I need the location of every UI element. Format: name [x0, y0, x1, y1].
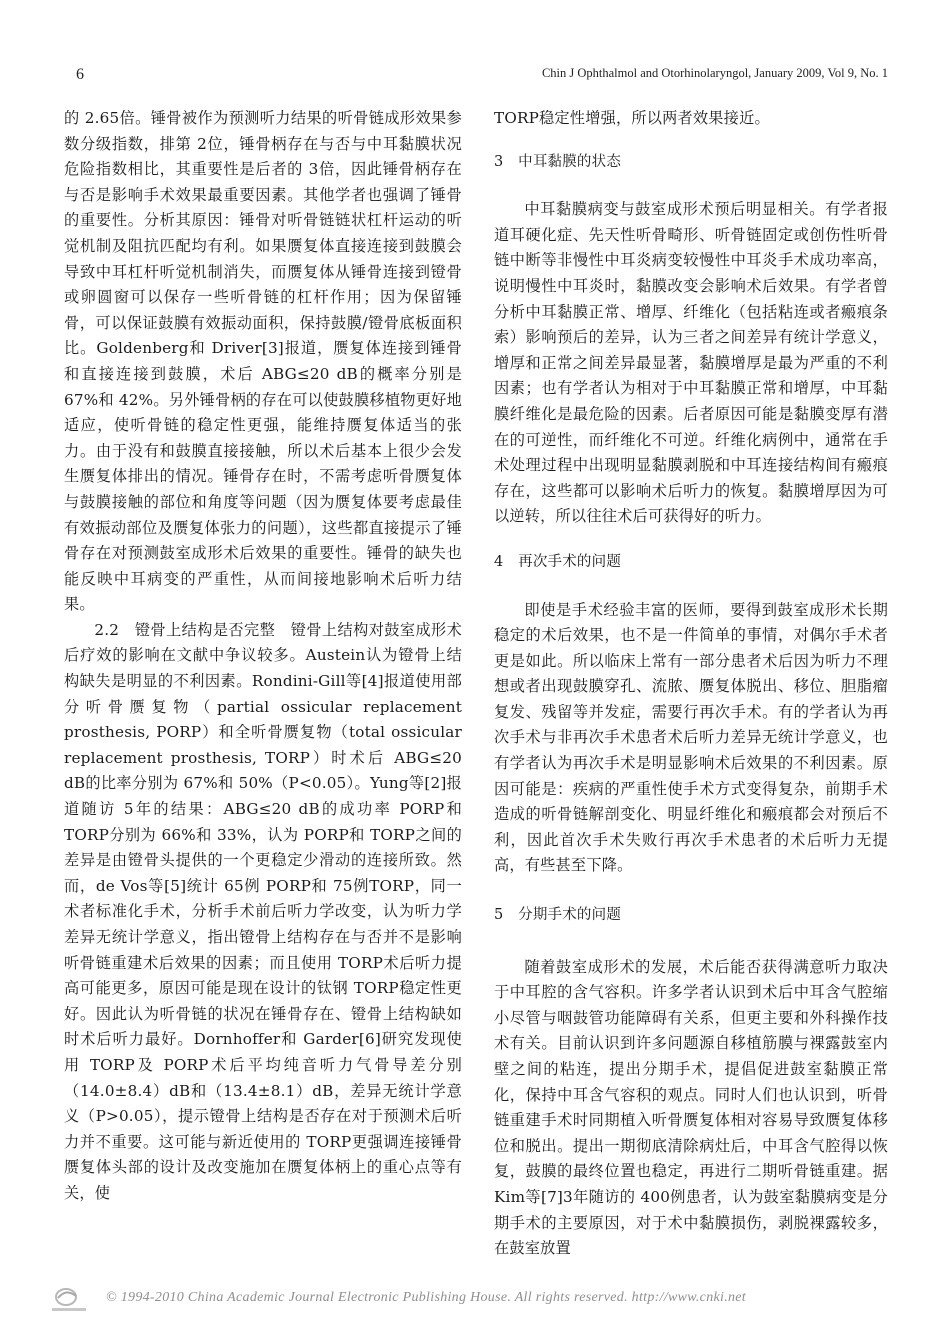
paragraph-revision-surgery: 即使是手术经验丰富的医师，要得到鼓室成形术长期稳定的术后效果，也不是一件简单的事情，对偶尔手术者更是如此。所以临床上常有一部分患者术后因为听力不理想或者出现鼓膜穿孔、流脓、赝复体脱出、移位、胆脂瘤复发、残留等并发症，需要行再次手术。有的学者认为再次手术与非再次手术患者术后听力差异无统计学意义，也有学者认为再次手术是明显影响术后效果的不利因素。原因可能是：疾病的严重性使手术方式变得复杂，前期手术造成的听骨链解剖变化、明显纤维化和瘢痕都会对预后不利，因此首次手术失败行再次手术患者的术后听力无提高，有些甚至下降。	[494, 600, 888, 875]
right-column	[494, 106, 888, 1262]
paragraph-torp-continued: TORP稳定性增强，所以两者效果接近。	[494, 109, 770, 127]
paragraph-malleus-importance: 的 2.65倍。锤骨被作为预测听力结果的听骨链成形效果参数分级指数，排第 2位，锤骨柄存在与否与中耳黏膜状况危险指数相比，其重要性是后者的 3倍，因此锤骨柄存在与否是影响手术效果最重要因素。其他学者也强调了锤骨的重要性。分析其原因：锤骨对听骨链链状杠杆运动的听觉机制及阻抗匹配均有利。如果赝复体直接连接到鼓膜会导致中耳杠杆听觉机制消失，而赝复体从锤骨连接到镫骨或卵圆窗可以保存一些听骨链的杠杆作用；因为保留锤骨，可以保证鼓膜有效振动面积，保持鼓膜/镫骨底板面积比。Goldenberg和 Driver[3]报道，赝复体连接到锤骨和直接连接到鼓膜，术后 ABG≤20 dB的概率分别是 67%和 42%。另外锤骨柄的存在可以使鼓膜移植物更好地适应，使听骨链的稳定性更强，能维持赝复体适当的张力。由于没有和鼓膜直接接触，所以术后基本上很少会发生赝复体排出的情况。锤骨存在时，不需考虑听骨赝复体与鼓膜接触的部位和角度等问题（因为赝复体要考虑最佳有效振动部位及赝复体张力的问题），这些都直接提示了锤骨存在对预测鼓室成形术后效果的重要性。锤骨的缺失也能反映中耳病变的严重性，从而间接地影响术后听力结果。	[64, 109, 462, 614]
paragraph-stapes-superstructure: 2.2 镫骨上结构是否完整 镫骨上结构对鼓室成形术后疗效的影响在文献中争议较多。Austein认为镫骨上结构缺失是明显的不利因素。Rondini-Gill等[4]报道使用部分听骨赝复物（partial ossicular replacement prosthesis, PORP）和全听骨赝复物（total ossicular replacement prosthesis, TORP）时术后 ABG≤20 dB的比率分别为 67%和 50%（P<0.05）。Yung等[2]报道随访 5年的结果：ABG≤20 dB的成功率 PORP和TORP分别为 66%和 33%，认为 PORP和 TORP之间的差异是由镫骨头提供的一个更稳定少滑动的连接所致。然而，de Vos等[5]统计 65例 PORP和 75例TORP，同一术者标准化手术，分析手术前后听力学改变，认为听力学差异无统计学意义，指出镫骨上结构存在与否并不是影响听骨链重建术后效果的因素；而且使用 TORP术后听力提高可能更多，原因可能是现在设计的钛钢 TORP稳定性更好。因此认为听骨链的状况在锤骨存在、镫骨上结构缺如时术后听力最好。Dornhoffer和 Garder[6]研究发现使用 TORP及 PORP术后平均纯音听力气骨导差分别（14.0±8.4）dB和（13.4±8.1）dB，差异无统计学意义（P>0.05），提示镫骨上结构是否存在对于预测术后听力并不重要。这可能与新近使用的 TORP更强调连接锤骨赝复体头部的设计及改变施加在赝复体柄上的重心点等有关，使	[64, 620, 462, 1202]
page-number: 6	[76, 66, 84, 83]
journal-citation: Chin J Ophthalmol and Otorhinolaryngol, January 2009, Vol 9, No. 1	[541, 66, 888, 80]
section-heading-5: 5 分期手术的问题	[494, 907, 622, 924]
paragraph-mucosa-status: 中耳黏膜病变与鼓室成形术预后明显相关。有学者报道耳硬化症、先天性听骨畸形、听骨链固定或创伤性听骨链中断等非慢性中耳炎病变较慢性中耳炎手术成功率高，说明慢性中耳炎时，黏膜改变会影响术后效果。有学者曾分析中耳黏膜正常、增厚、纤维化（包括粘连或者瘢痕条索）影响预后的差异，认为三者之间差异有统计学意义，增厚和正常之间差异最显著，黏膜增厚是最为严重的不利因素；也有学者认为相对于中耳黏膜正常和增厚，中耳黏膜纤维化是最危险的因素。后者原因可能是黏膜变厚有潜在的可逆性，而纤维化不可逆。纤维化病例中，通常在手术处理过程中出现明显黏膜剥脱和中耳连接结构间有瘢痕存在，这些都可以影响术后听力的恢复。黏膜增厚因为可以逆转，所以往往术后可获得好的听力。	[494, 200, 888, 526]
section-heading-3: 3 中耳黏膜的状态	[494, 153, 622, 170]
cnki-logo-icon	[48, 1284, 92, 1318]
paragraph-staged-surgery: 随着鼓室成形术的发展，术后能否获得满意听力取决于中耳腔的含气容积。许多学者认识到术后中耳含气腔缩小尽管与咽鼓管功能障碍有关系，但更主要和外科操作技术有关。目前认识到许多问题源自移植筋膜与裸露鼓室内壁之间的粘连，提出分期手术，提倡促进鼓室黏膜正常化，保持中耳含气容积的观点。同时人们也认识到，听骨链重建手术时同期植入听骨赝复体相对容易导致赝复体移位和脱出。提出一期彻底清除病灶后，中耳含气腔得以恢复，鼓膜的最终位置也稳定，再进行二期听骨链重建。据 Kim等[7]3年随访的 400例患者，认为鼓室黏膜病变是分期手术的主要原因，对于术中黏膜损伤，剥脱裸露较多，在鼓室放置	[494, 957, 888, 1258]
copyright-text: © 1994-2010 China Academic Journal Electronic Publishing House. All rights reserved. http://www.cnki.net	[106, 1290, 747, 1305]
section-heading-4: 4 再次手术的问题	[494, 553, 622, 570]
left-column	[64, 106, 462, 1207]
copyright-footer	[48, 1284, 888, 1320]
